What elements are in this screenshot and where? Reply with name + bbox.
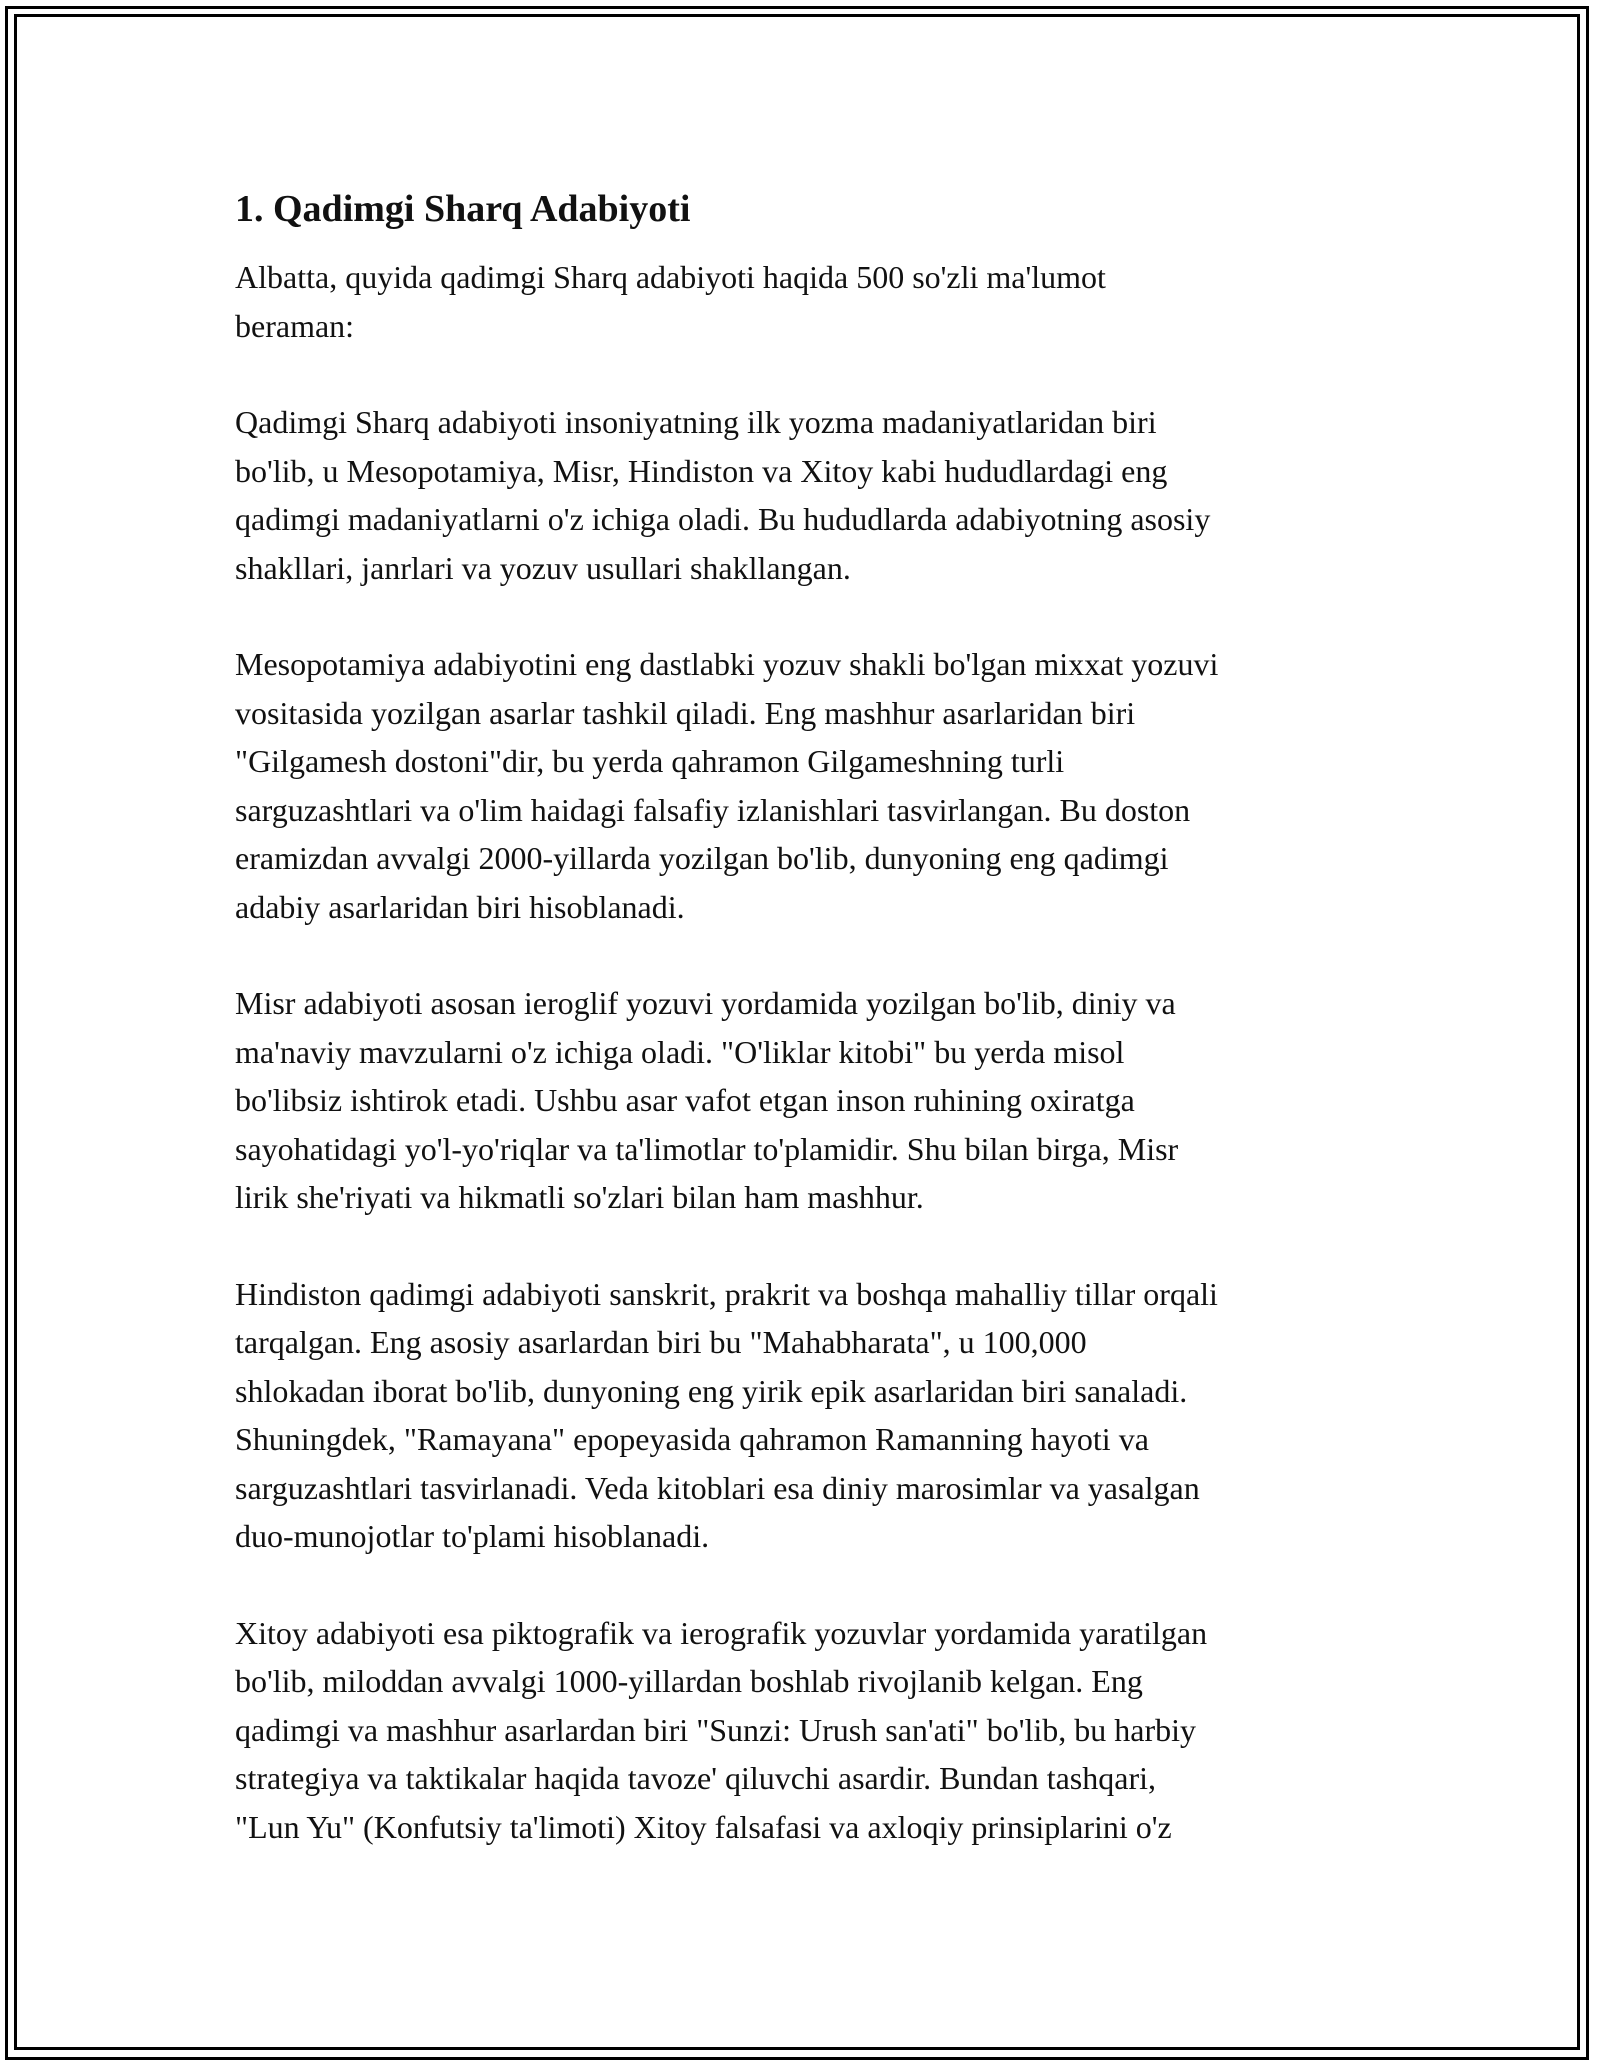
text-line: qadimgi va mashhur asarlardan biri "Sunzi: Urush san'ati" bo'lib, bu harbiy <box>235 1711 1197 1748</box>
text-line: adabiy asarlaridan biri hisoblanadi. <box>235 888 685 925</box>
text-line: bo'lib, miloddan avvalgi 1000-yillardan boshlab rivojlanib kelgan. Eng <box>235 1663 1143 1699</box>
page-title: 1. Qadimgi Sharq Adabiyoti <box>235 188 691 230</box>
text-line: duo-munojotlar to'plami hisoblanadi. <box>235 1518 710 1554</box>
text-line: Misr adabiyoti asosan ieroglif yozuvi yordamida yozilgan bo'lib, diniy va <box>235 985 1176 1021</box>
text-line: sayohatidagi yo'l-yo'riqlar va ta'limotlar to'plamidir. Shu bilan birga, Misr <box>235 1130 1179 1167</box>
paragraph-india <box>235 1270 1365 1561</box>
text-line: Albatta, quyida qadimgi Sharq adabiyoti haqida 500 so'zli ma'lumot <box>235 259 1106 295</box>
text-line: vositasida yozilgan asarlar tashkil qiladi. Eng mashhur asarlaridan biri <box>235 694 1136 731</box>
text-line: Shuningdek, "Ramayana" epopeyasida qahramon Ramanning hayoti va <box>235 1421 1149 1457</box>
paragraph-egypt <box>235 979 1365 1222</box>
paragraph-overview <box>235 398 1365 592</box>
text-line: tarqalgan. Eng asosiy asarlardan biri bu "Mahabharata", u 100,000 <box>235 1324 1087 1360</box>
text-line: Mesopotamiya adabiyotini eng dastlabki yozuv shakli bo'lgan mixxat yozuvi <box>235 646 1219 682</box>
text-line: sarguzashtlari tasvirlanadi. Veda kitoblari esa diniy marosimlar va yasalgan <box>235 1469 1200 1506</box>
text-line: beraman: <box>235 307 355 344</box>
text-line: Xitoy adabiyoti esa piktografik va ierografik yozuvlar yordamida yaratilgan <box>235 1614 1208 1651</box>
text-line: sarguzashtlari va o'lim haidagi falsafiy izlanishlari tasvirlangan. Bu doston <box>235 791 1191 828</box>
paragraph-mesopotamia <box>235 640 1365 931</box>
text-line: shakllari, janrlari va yozuv usullari shakllangan. <box>235 549 851 586</box>
paragraph-china <box>235 1609 1365 1852</box>
text-line: Hindiston qadimgi adabiyoti sanskrit, prakrit va boshqa mahalliy tillar orqali <box>235 1275 1218 1312</box>
text-line: bo'lib, u Mesopotamiya, Misr, Hindiston va Xitoy kabi hududlardagi eng <box>235 452 1168 489</box>
text-line: "Lun Yu" (Konfutsiy ta'limoti) Xitoy falsafasi va axloqiy prinsiplarini o'z <box>235 1808 1172 1845</box>
text-line: "Gilgamesh dostoni"dir, bu yerda qahramon Gilgameshning turli <box>235 743 1065 779</box>
text-line: eramizdan avvalgi 2000-yillarda yozilgan bo'lib, dunyoning eng qadimgi <box>235 840 1169 876</box>
paragraph-intro <box>235 253 1365 350</box>
text-line: strategiya va taktikalar haqida tavoze' qiluvchi asardir. Bundan tashqari, <box>235 1760 1156 1796</box>
text-line: ma'naviy mavzularni o'z ichiga oladi. "O'liklar kitobi" bu yerda misol <box>235 1033 1125 1070</box>
text-line: bo'libsiz ishtirok etadi. Ushbu asar vafot etgan inson ruhining oxiratga <box>235 1082 1135 1118</box>
document-body <box>235 185 1365 1899</box>
text-line: lirik she'riyati va hikmatli so'zlari bilan ham mashhur. <box>235 1179 924 1215</box>
text-line: Qadimgi Sharq adabiyoti insoniyatning ilk yozma madaniyatlaridan biri <box>235 404 1157 440</box>
text-line: qadimgi madaniyatlarni o'z ichiga oladi. Bu hududlarda adabiyotning asosiy <box>235 501 1211 537</box>
text-line: shlokadan iborat bo'lib, dunyoning eng yirik epik asarlaridan biri sanaladi. <box>235 1372 1188 1409</box>
